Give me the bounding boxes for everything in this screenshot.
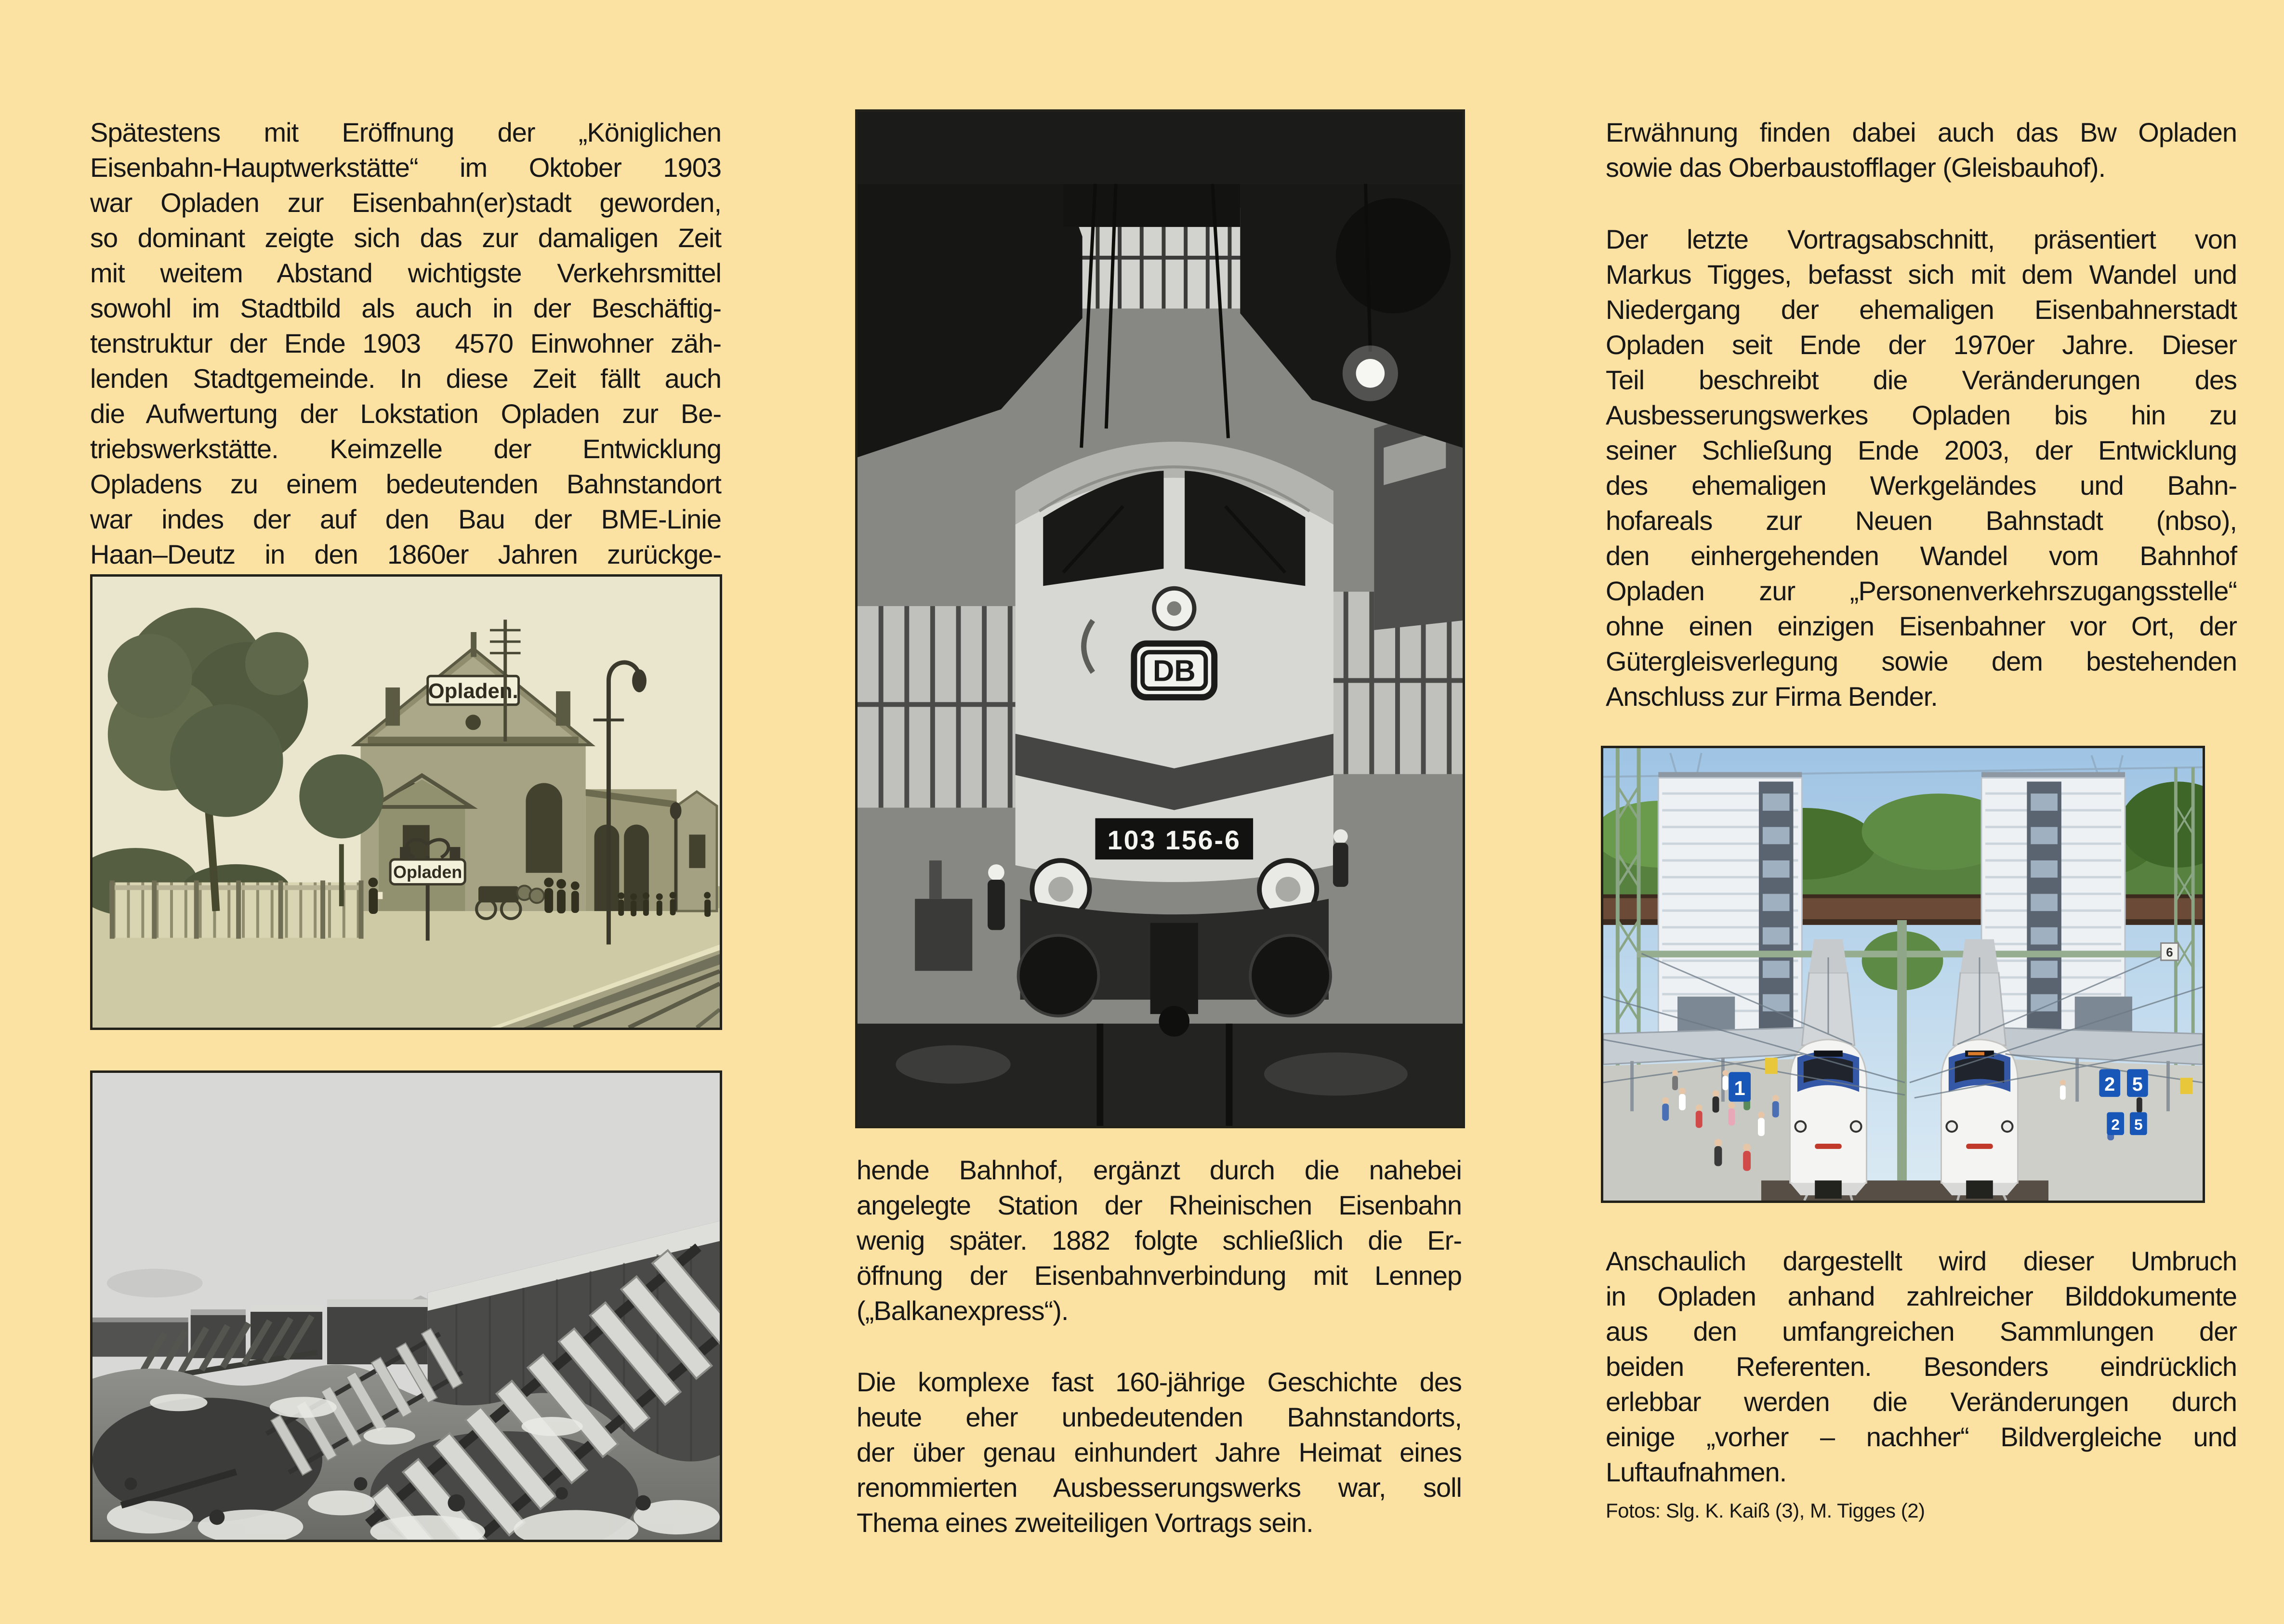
text-line: lenden Stadtgemeinde. In diese Zeit fällt auch <box>90 363 721 394</box>
text-line: öffnung der Eisenbahnverbindung mit Lennep <box>857 1260 1462 1291</box>
text-line: Anschluss zur Firma Bender. <box>1606 681 1938 712</box>
text-line: die Aufwertung der Lokstation Opladen zur Be- <box>90 398 721 429</box>
sector-sign-6: 6 <box>2166 946 2173 960</box>
text-line: hende Bahnhof, ergänzt durch die nahebei <box>857 1155 1462 1185</box>
text-line: Ausbesserungswerkes Opladen bis hin zu <box>1606 400 2237 430</box>
text-line: Gütergleisverlegung sowie dem bestehenden <box>1606 646 2237 676</box>
left-column-paragraph <box>90 115 721 572</box>
fence <box>110 881 364 939</box>
text-line: sowie das Oberbaustofflager (Gleisbauhof). <box>1606 152 2106 183</box>
photo-historic-opladen-station <box>90 574 722 1030</box>
text-line: ohne einen einzigen Eisenbahner vor Ort, der <box>1606 611 2237 641</box>
text-line: der über genau einhundert Jahre Heimat eines <box>857 1437 1462 1467</box>
text-line: erlebbar werden die Veränderungen durch <box>1606 1386 2237 1417</box>
text-line: war indes der auf den Bau der BME-Linie <box>90 504 721 534</box>
text-line: mit weitem Abstand wichtigste Verkehrsmittel <box>90 258 721 288</box>
station-postcard-scene <box>92 577 720 1028</box>
text-line: heute eher unbedeutenden Bahnstandorts, <box>857 1402 1462 1432</box>
text-line: des ehemaligen Werkgeländes und Bahn- <box>1606 470 2237 501</box>
modern-station-scene <box>1603 748 2203 1201</box>
text-line: Spätestens mit Eröffnung der „Königlichen <box>90 117 721 147</box>
text-line: war Opladen zur Eisenbahn(er)stadt geworden, <box>90 187 721 218</box>
platform-sign-5-small: 5 <box>2134 1116 2143 1134</box>
platform-sign-2-small: 2 <box>2111 1116 2120 1134</box>
text-line: Luftaufnahmen. <box>1606 1457 1787 1487</box>
buffer-left <box>1018 936 1099 1016</box>
workshop-equipment <box>915 899 972 971</box>
station-platform-sign: Opladen <box>393 862 462 882</box>
catenary-center-pole <box>1897 920 1907 1180</box>
locomotive-front <box>1016 442 1333 1037</box>
text-line: beiden Referenten. Besonders eindrücklich <box>1606 1351 2237 1382</box>
text-line: einige „vorher – nachher“ Bildvergleiche und <box>1606 1422 2237 1452</box>
text-line: Opladen zur „Personenverkehrszugangsstelle“ <box>1606 576 2237 606</box>
photo-modern-opladen-station <box>1601 746 2205 1203</box>
text-line: seiner Schließung Ende 2003, der Entwicklung <box>1606 435 2237 465</box>
workshop-lamp <box>1356 359 1385 388</box>
middle-paragraph-2 <box>857 1364 1462 1540</box>
loco-number-text: 103 156-6 <box>1107 825 1241 856</box>
platform-sign-2: 2 <box>2104 1073 2115 1095</box>
worker-right <box>1333 829 1348 887</box>
station-building-sign: Opladen. <box>428 679 518 703</box>
right-paragraph-3 <box>1606 1243 2237 1490</box>
coupler <box>1150 923 1198 1014</box>
text-line: den einhergehenden Wandel vom Bahnhof <box>1606 541 2237 571</box>
stair-tower-left <box>1658 772 1802 1045</box>
platform-sign-1: 1 <box>1734 1076 1745 1099</box>
photo-locomotive-103-workshop <box>855 109 1465 1128</box>
platform-sign-5: 5 <box>2132 1073 2143 1095</box>
train-logo <box>1815 1144 1842 1149</box>
photo-credits: Fotos: Slg. K. Kaiß (3), M. Tigges (2) <box>1606 1499 1925 1522</box>
text-line: Niedergang der ehemaligen Eisenbahnerstadt <box>1606 294 2237 325</box>
text-line: Erwähnung finden dabei auch das Bw Opladen <box>1606 117 2237 147</box>
stair-tower-right <box>1981 772 2132 1045</box>
text-line: Teil beschreibt die Veränderungen des <box>1606 365 2237 395</box>
buffer-right <box>1250 936 1331 1016</box>
text-line: Haan–Deutz in den 1860er Jahren zurückge- <box>90 539 721 569</box>
text-line: triebswerkstätte. Keimzelle der Entwicklung <box>90 434 721 464</box>
text-line: aus den umfangreichen Sammlungen der <box>1606 1316 2237 1347</box>
text-line: angelegte Station der Rheinischen Eisenbahn <box>857 1190 1462 1220</box>
locomotive-scene <box>858 112 1463 1126</box>
wreck-scene <box>92 1073 720 1540</box>
worker-left <box>988 864 1005 930</box>
text-line: („Balkanexpress“). <box>857 1295 1069 1326</box>
text-line: Thema eines zweiteiligen Vortrags sein. <box>857 1507 1313 1538</box>
station-porch <box>372 775 471 911</box>
middle-column-text <box>857 1152 1462 1540</box>
text-line: Opladen seit Ende der 1970er Jahre. Dieser <box>1606 330 2237 360</box>
text-line: renommierten Ausbesserungswerks war, soll <box>857 1472 1462 1503</box>
windshield <box>1800 1055 1856 1087</box>
text-line: sowohl im Stadtbild als auch in der Beschäftig- <box>90 293 721 323</box>
platform-right <box>1991 1059 2203 1201</box>
text-line: Der letzte Vortragsabschnitt, präsentiert von <box>1606 224 2237 254</box>
right-paragraph-1 <box>1606 115 2237 185</box>
db-logo-text: DB <box>1152 654 1196 688</box>
text-line: Anschaulich dargestellt wird dieser Umbruch <box>1606 1246 2237 1276</box>
text-line: wenig später. 1882 folgte schließlich die Er- <box>857 1225 1462 1255</box>
text-line: Eisenbahn-Hauptwerkstätte“ im Oktober 1903 <box>90 152 721 183</box>
text-line: Markus Tigges, befasst sich mit dem Wandel und <box>1606 259 2237 290</box>
text-line: hofareals zur Neuen Bahnstadt (nbso), <box>1606 505 2237 536</box>
middle-paragraph-1 <box>857 1152 1462 1328</box>
text-line: Opladens zu einem bedeutenden Bahnstandort <box>90 469 721 499</box>
text-line: so dominant zeigte sich das zur damaligen Zeit <box>90 223 721 253</box>
text-line: tenstruktur der Ende 1903 4570 Einwohner zäh- <box>90 328 721 358</box>
photo-destroyed-tracks <box>90 1070 722 1542</box>
text-line: Die komplexe fast 160-jährige Geschichte des <box>857 1367 1462 1397</box>
text-line: in Opladen anhand zahlreicher Bilddokumente <box>1606 1281 2237 1311</box>
train-logo <box>1966 1144 1993 1149</box>
right-paragraph-2 <box>1606 222 2237 714</box>
